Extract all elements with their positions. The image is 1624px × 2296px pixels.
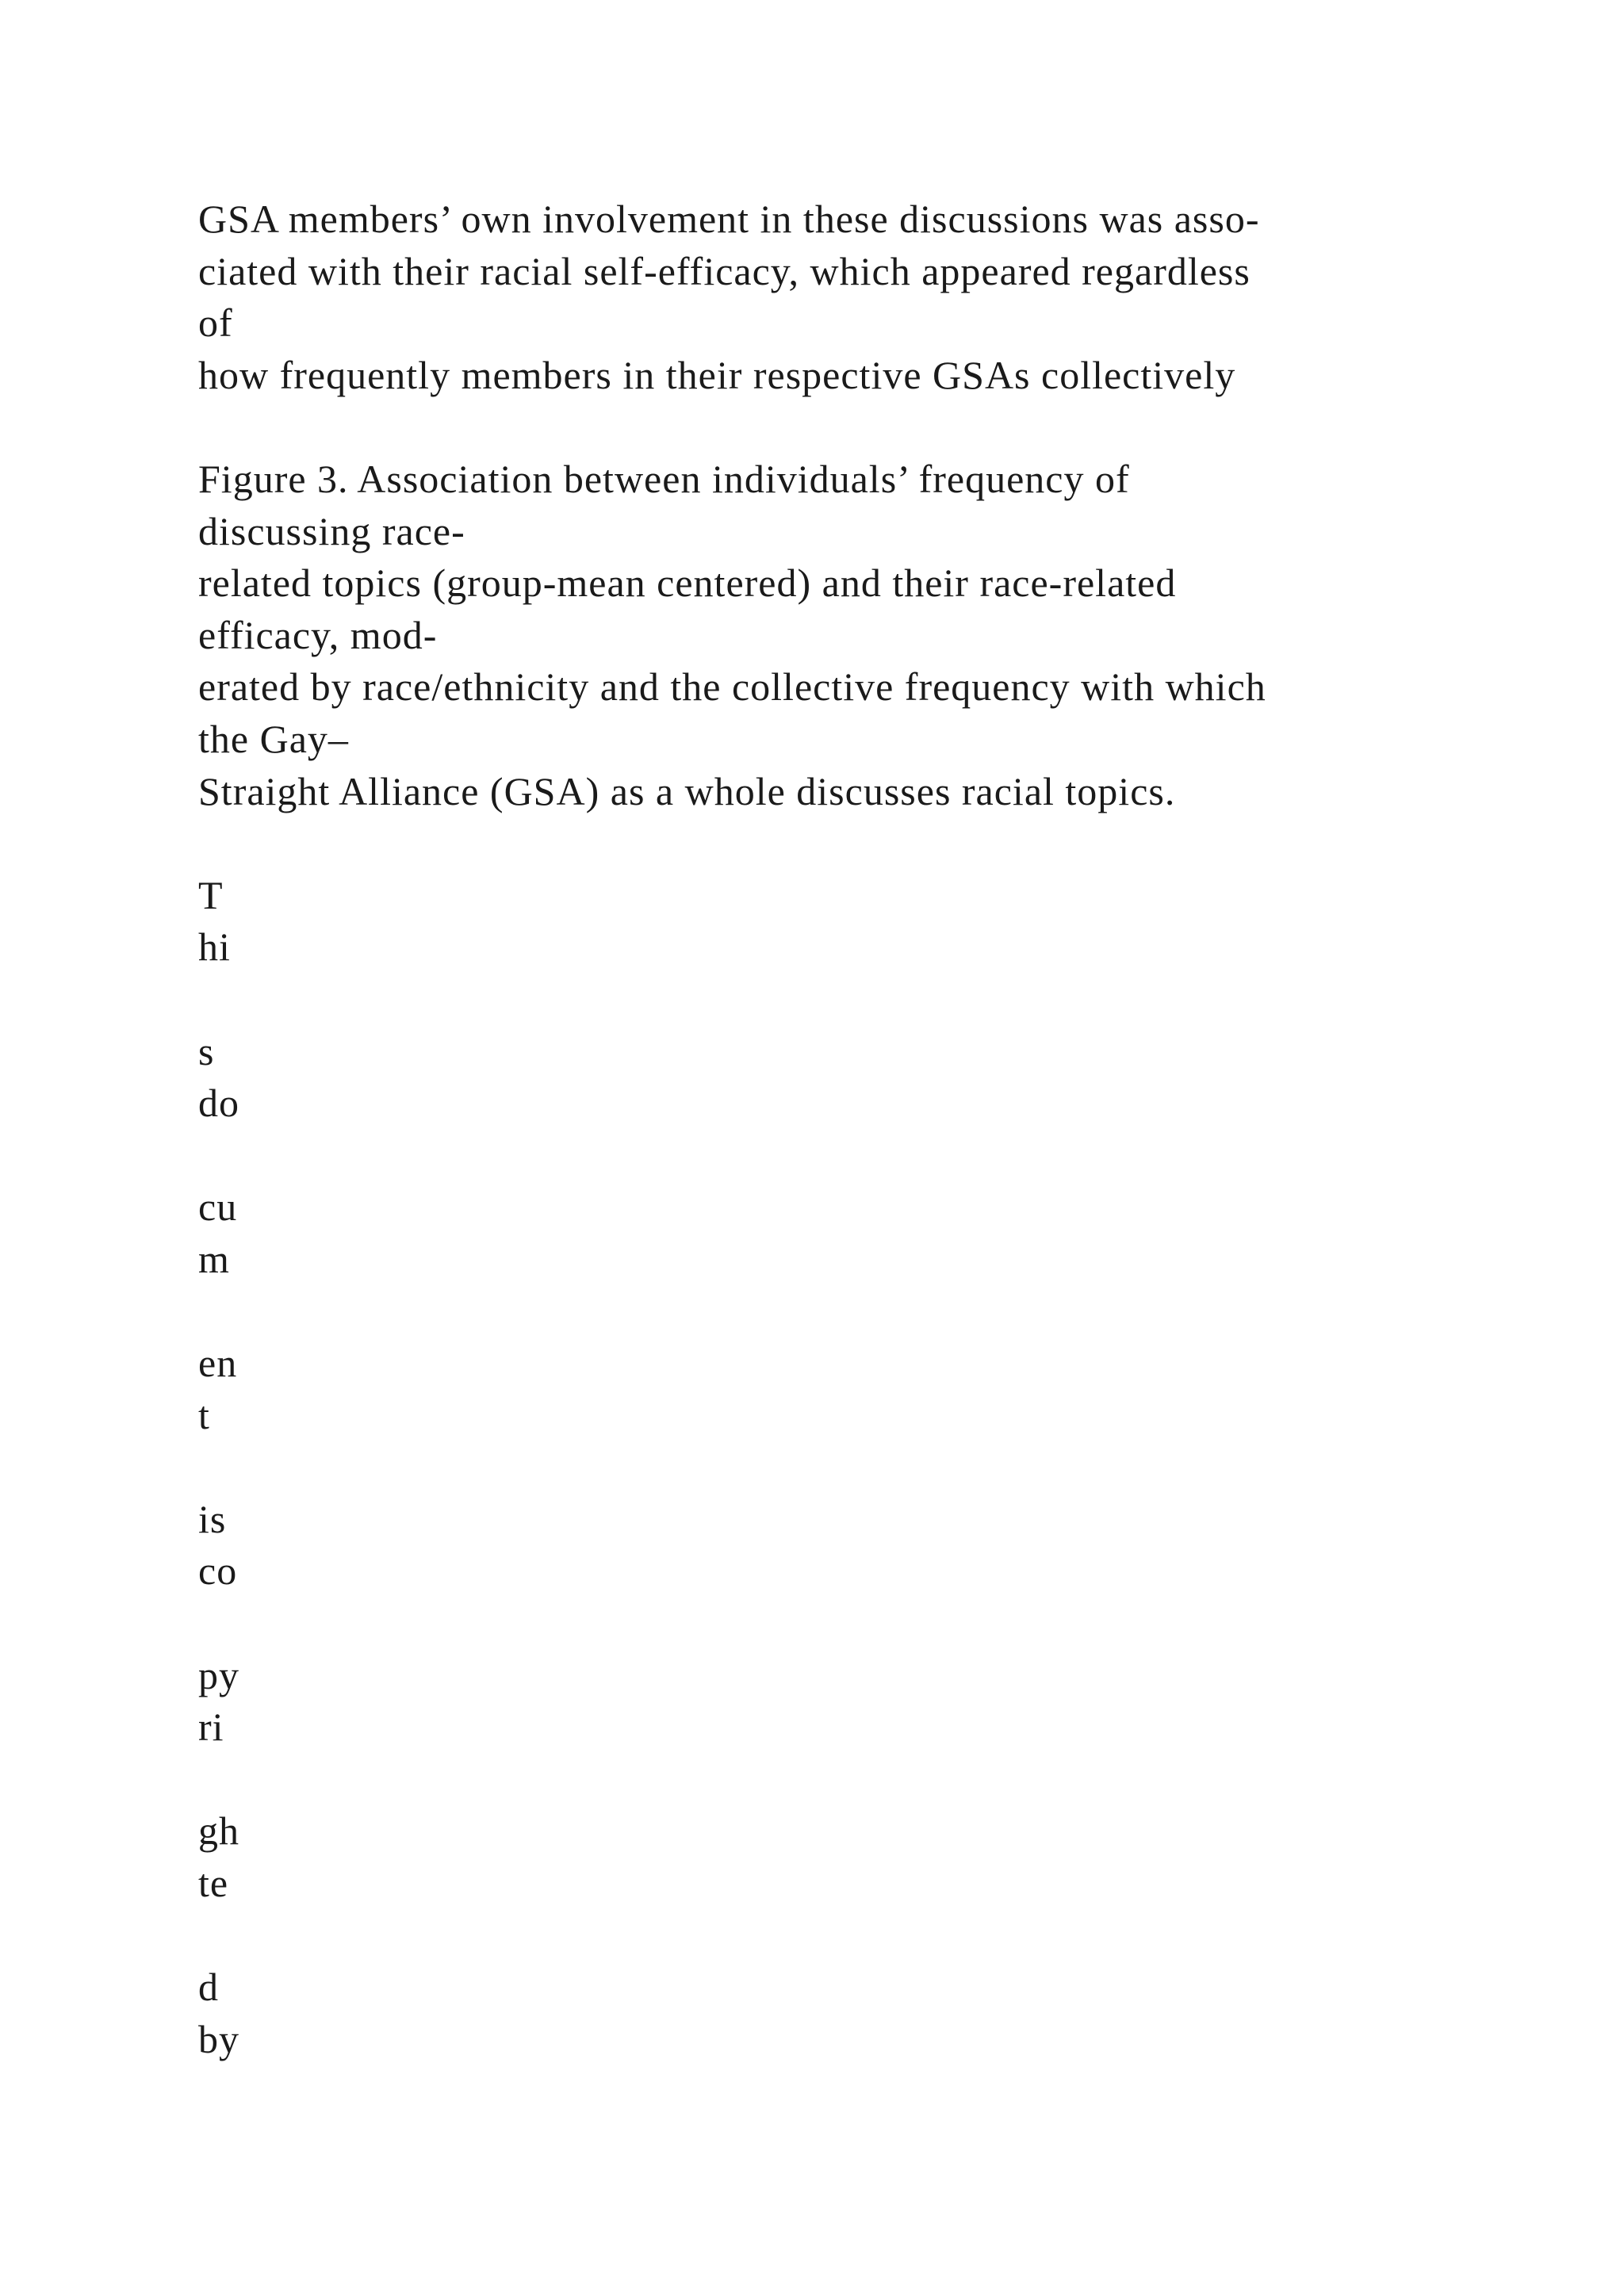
blank-line (198, 1130, 1507, 1182)
blank-line (198, 1441, 1507, 1494)
blank-line (198, 1910, 1507, 1962)
paragraph-line: GSA members’ own involvement in these discussions was asso- (198, 197, 1260, 241)
fragment-line: by (198, 2016, 239, 2061)
caption-line: erated by race/ethnicity and the collective frequency with which (198, 664, 1266, 710)
fragment-line: cu (198, 1184, 238, 1230)
blank-line (198, 817, 1507, 870)
caption-line: Figure 3. Association between individuals’ frequency of (198, 456, 1130, 501)
blank-line (198, 974, 1507, 1026)
fragment-line: co (198, 1548, 238, 1594)
fragment-line: T (198, 872, 224, 917)
caption-line: efficacy, mod- (198, 612, 438, 657)
paragraph-line: of (198, 300, 233, 346)
fragment-line: te (198, 1861, 229, 1905)
paragraph-line: how frequently members in their respective GSAs collectively (198, 352, 1236, 397)
document-text (198, 193, 1507, 2065)
fragment-line: m (198, 1236, 230, 1281)
body-paragraph (198, 193, 1507, 401)
fragment-line: ri (198, 1705, 224, 1750)
fragment-line: hi (198, 924, 231, 970)
copyright-fragments (198, 870, 1507, 2066)
blank-line (198, 1598, 1507, 1650)
figure-caption (198, 453, 1507, 817)
fragment-line: gh (198, 1808, 239, 1854)
caption-line: discussing race- (198, 508, 465, 553)
fragment-line: en (198, 1341, 238, 1386)
fragment-line: do (198, 1081, 239, 1126)
blank-line (198, 401, 1507, 453)
fragment-line: py (198, 1652, 239, 1697)
caption-line: related topics (group-mean centered) and their race-related (198, 561, 1177, 606)
fragment-line: is (198, 1496, 227, 1541)
caption-line: Straight Alliance (GSA) as a whole discusses racial topics. (198, 768, 1176, 813)
blank-line (198, 1285, 1507, 1337)
caption-line: the Gay– (198, 716, 349, 761)
fragment-line: t (198, 1392, 210, 1437)
blank-line (198, 1754, 1507, 1806)
fragment-line: d (198, 1965, 219, 2010)
paragraph-line: ciated with their racial self-efficacy, which appeared regardless (198, 248, 1251, 293)
fragment-line: s (198, 1028, 215, 1073)
